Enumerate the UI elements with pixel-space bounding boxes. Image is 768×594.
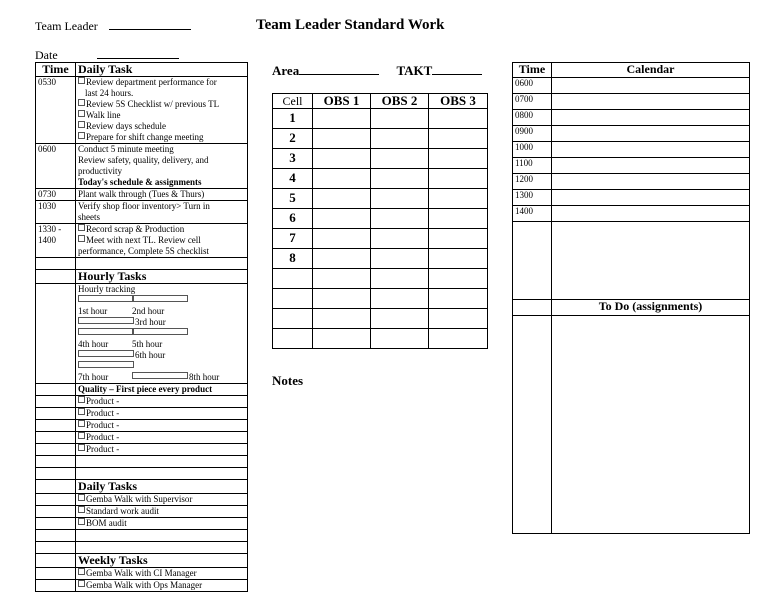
cell-row — [273, 269, 488, 289]
page-title: Team Leader Standard Work — [256, 17, 445, 33]
checkbox-icon[interactable] — [78, 99, 85, 106]
task-line: Review days schedule — [78, 121, 245, 132]
obs-cell[interactable] — [313, 269, 371, 289]
task-line: Review department performance for — [78, 77, 245, 88]
task-cell — [76, 77, 248, 144]
time-header: Time — [36, 63, 76, 77]
task-line: Conduct 5 minute meeting — [78, 144, 174, 154]
calendar-row — [513, 142, 750, 158]
takt-label: TAKT — [396, 63, 433, 78]
checkbox-icon[interactable] — [78, 568, 85, 575]
product-cell: Product - — [76, 432, 248, 444]
cell-number: 7 — [273, 229, 313, 249]
checkbox-icon[interactable] — [78, 77, 85, 84]
table-row — [36, 408, 248, 420]
quality-cell: Quality – First piece every product — [76, 384, 248, 396]
cell-number: 8 — [273, 249, 313, 269]
obs-cell[interactable] — [371, 229, 429, 249]
product-cell: Product - — [76, 420, 248, 432]
obs-cell[interactable] — [313, 149, 371, 169]
calendar-slot[interactable] — [552, 158, 750, 174]
calendar-slot[interactable] — [552, 78, 750, 94]
obs-cell[interactable] — [371, 309, 429, 329]
cell-number: 1 — [273, 109, 313, 129]
table-row — [36, 270, 248, 284]
daily-task-header: Daily Task — [76, 63, 248, 77]
daily-tasks-header: Daily Tasks — [76, 480, 248, 494]
calendar-time: 1300 — [513, 190, 552, 206]
cell-row — [273, 329, 488, 349]
obs-cell[interactable] — [429, 269, 488, 289]
cell-obs-table — [272, 93, 488, 349]
date-label: Date — [35, 48, 58, 62]
obs-cell[interactable] — [429, 129, 488, 149]
obs-cell[interactable] — [371, 169, 429, 189]
obs-cell[interactable] — [313, 329, 371, 349]
area-takt-line — [272, 63, 482, 79]
task-line: Review safety, quality, delivery, and — [78, 155, 209, 165]
cell-number — [273, 329, 313, 349]
obs-cell[interactable] — [429, 189, 488, 209]
obs-cell[interactable] — [313, 249, 371, 269]
cell-number — [273, 289, 313, 309]
cell-row — [273, 149, 488, 169]
task-cell: Standard work audit — [76, 506, 248, 518]
notes-label: Notes — [272, 373, 304, 388]
task-cell — [76, 144, 248, 189]
cell-number: 5 — [273, 189, 313, 209]
cell-row — [273, 189, 488, 209]
checkbox-icon[interactable] — [78, 328, 134, 335]
hourly-tracking-label: Hourly tracking — [78, 284, 136, 294]
checkbox-icon[interactable] — [78, 295, 134, 302]
cell-number: 6 — [273, 209, 313, 229]
checkbox-icon[interactable] — [78, 361, 134, 368]
daily-task-table — [35, 62, 248, 592]
cell-row — [273, 249, 488, 269]
cell-number: 3 — [273, 149, 313, 169]
calendar-slot[interactable] — [552, 142, 750, 158]
cell-row — [273, 169, 488, 189]
table-row — [36, 258, 248, 270]
cell-row — [273, 129, 488, 149]
time-cell: 1030 — [36, 201, 76, 224]
obs-cell[interactable] — [371, 149, 429, 169]
checkbox-icon[interactable] — [78, 317, 134, 324]
table-row — [36, 384, 248, 396]
obs-cell[interactable] — [429, 209, 488, 229]
area-label: Area — [272, 63, 300, 78]
cell-header: Cell — [273, 94, 313, 109]
weekly-tasks-header: Weekly Tasks — [76, 554, 248, 568]
hour-row: 1st hour 2nd hour3rd hour — [78, 295, 245, 328]
product-cell: Product - — [76, 408, 248, 420]
todo-area-row — [513, 316, 750, 534]
cell-row — [273, 109, 488, 129]
team-leader-label: Team Leader — [35, 19, 98, 33]
checkbox-icon[interactable] — [78, 506, 85, 513]
task-line: performance, Complete 5S checklist — [78, 246, 209, 256]
obs-cell[interactable] — [313, 209, 371, 229]
obs-cell[interactable] — [313, 189, 371, 209]
calendar-header: Calendar — [552, 63, 750, 78]
obs-cell[interactable] — [429, 229, 488, 249]
obs-cell[interactable] — [313, 109, 371, 129]
obs-cell[interactable] — [371, 209, 429, 229]
task-cell: BOM audit — [76, 518, 248, 530]
table-row — [36, 284, 248, 384]
task-line: Walk line — [78, 110, 245, 121]
time-cell: 0530 — [36, 77, 76, 144]
task-line: sheets — [78, 212, 100, 222]
calendar-row — [513, 126, 750, 142]
cell-number — [273, 269, 313, 289]
table-row — [36, 189, 248, 201]
checkbox-icon[interactable] — [78, 235, 85, 242]
table-row — [36, 396, 248, 408]
table-row — [36, 542, 248, 554]
checkbox-icon[interactable] — [132, 328, 188, 335]
todo-header: To Do (assignments) — [552, 300, 750, 316]
calendar-time-header: Time — [513, 63, 552, 78]
table-row — [36, 456, 248, 468]
obs-cell[interactable] — [429, 289, 488, 309]
task-cell: Gemba Walk with Ops Manager — [76, 580, 248, 592]
calendar-time: 0800 — [513, 110, 552, 126]
time-cell: 1330 - 1400 — [36, 224, 76, 258]
cell-number — [273, 309, 313, 329]
calendar-row — [513, 78, 750, 94]
obs-cell[interactable] — [313, 309, 371, 329]
cell-row — [273, 289, 488, 309]
task-line: Today's schedule & assignments — [78, 177, 202, 187]
checkbox-icon[interactable] — [78, 408, 85, 415]
calendar-row — [513, 158, 750, 174]
calendar-time: 1400 — [513, 206, 552, 222]
obs-cell[interactable] — [371, 329, 429, 349]
calendar-slot[interactable] — [552, 94, 750, 110]
obs-cell[interactable] — [429, 109, 488, 129]
checkbox-icon[interactable] — [132, 295, 188, 302]
task-cell: Plant walk through (Tues & Thurs) — [76, 189, 248, 201]
table-row — [36, 144, 248, 189]
calendar-row — [513, 206, 750, 222]
task-cell: Gemba Walk with CI Manager — [76, 568, 248, 580]
obs2-header: OBS 2 — [371, 94, 429, 109]
table-row — [36, 420, 248, 432]
calendar-slot[interactable] — [552, 206, 750, 222]
calendar-row — [513, 174, 750, 190]
table-row — [36, 444, 248, 456]
obs-cell[interactable] — [371, 269, 429, 289]
product-cell: Product - — [76, 444, 248, 456]
obs-cell[interactable] — [429, 309, 488, 329]
task-cell — [76, 201, 248, 224]
task-line: Verify shop floor inventory> Turn in — [78, 201, 210, 211]
task-line: last 24 hours. — [85, 88, 134, 98]
date-blank[interactable] — [97, 58, 179, 59]
table-row — [36, 201, 248, 224]
hour-row: 4th hour 5th hour6th hour — [78, 328, 245, 361]
calendar-slot[interactable] — [552, 110, 750, 126]
checkbox-icon[interactable] — [78, 580, 85, 587]
calendar-time: 0700 — [513, 94, 552, 110]
table-row — [36, 468, 248, 480]
checkbox-icon[interactable] — [78, 350, 134, 357]
checkbox-icon[interactable] — [78, 224, 85, 231]
date-field — [35, 48, 179, 63]
checkbox-icon[interactable] — [78, 494, 85, 501]
checkbox-icon[interactable] — [78, 420, 85, 427]
table-row — [36, 224, 248, 258]
time-cell: 0730 — [36, 189, 76, 201]
obs-cell[interactable] — [429, 249, 488, 269]
task-line: Record scrap & Production — [78, 224, 245, 235]
checkbox-icon[interactable] — [78, 518, 85, 525]
hourly-tasks-header: Hourly Tasks — [76, 270, 248, 284]
calendar-time: 0600 — [513, 78, 552, 94]
todo-area[interactable] — [552, 316, 750, 534]
hourly-tracking-cell — [76, 284, 248, 384]
table-row — [36, 580, 248, 592]
checkbox-icon[interactable] — [78, 396, 85, 403]
obs-cell[interactable] — [313, 129, 371, 149]
calendar-table — [512, 62, 750, 534]
cell-row — [273, 209, 488, 229]
obs-cell[interactable] — [371, 129, 429, 149]
table-row — [36, 506, 248, 518]
table-row — [36, 432, 248, 444]
table-row — [36, 568, 248, 580]
obs-cell[interactable] — [371, 109, 429, 129]
obs-cell[interactable] — [429, 149, 488, 169]
obs-cell[interactable] — [429, 329, 488, 349]
table-row — [36, 554, 248, 568]
calendar-row — [513, 110, 750, 126]
calendar-time: 0900 — [513, 126, 552, 142]
table-row — [36, 530, 248, 542]
obs-cell[interactable] — [371, 249, 429, 269]
obs-cell[interactable] — [313, 229, 371, 249]
calendar-time: 1200 — [513, 174, 552, 190]
calendar-time: 1100 — [513, 158, 552, 174]
obs-cell[interactable] — [313, 169, 371, 189]
calendar-row — [513, 94, 750, 110]
checkbox-icon[interactable] — [132, 372, 188, 379]
task-cell: Gemba Walk with Supervisor — [76, 494, 248, 506]
cell-row — [273, 229, 488, 249]
task-line: Prepare for shift change meeting — [78, 132, 245, 143]
table-row — [36, 480, 248, 494]
calendar-slot[interactable] — [552, 174, 750, 190]
obs-cell[interactable] — [429, 169, 488, 189]
calendar-row — [513, 190, 750, 206]
calendar-time: 1000 — [513, 142, 552, 158]
team-leader-field — [35, 21, 191, 32]
table-row — [36, 494, 248, 506]
obs-cell[interactable] — [371, 289, 429, 309]
cell-number: 2 — [273, 129, 313, 149]
task-line: Review 5S Checklist w/ previous TL — [78, 99, 245, 110]
checkbox-icon[interactable] — [78, 132, 85, 139]
obs1-header: OBS 1 — [313, 94, 371, 109]
obs-cell[interactable] — [313, 289, 371, 309]
table-row — [36, 77, 248, 144]
time-cell: 0600 — [36, 144, 76, 189]
task-line: Meet with next TL. Review cell — [78, 235, 245, 246]
obs3-header: OBS 3 — [429, 94, 488, 109]
checkbox-icon[interactable] — [78, 121, 85, 128]
cell-number: 4 — [273, 169, 313, 189]
hour-row: 7th hour 8th hour — [78, 361, 245, 383]
takt-blank[interactable] — [432, 74, 482, 75]
task-line: productivity — [78, 166, 122, 176]
task-cell — [76, 224, 248, 258]
obs-cell[interactable] — [371, 189, 429, 209]
product-cell: Product - — [76, 396, 248, 408]
checkbox-icon[interactable] — [78, 432, 85, 439]
calendar-slot[interactable] — [552, 190, 750, 206]
checkbox-icon[interactable] — [78, 444, 85, 451]
team-leader-blank[interactable] — [109, 29, 191, 30]
checkbox-icon[interactable] — [78, 110, 85, 117]
cell-row — [273, 309, 488, 329]
calendar-spacer-row — [513, 222, 750, 300]
table-row — [36, 518, 248, 530]
area-blank[interactable] — [299, 74, 379, 75]
calendar-slot[interactable] — [552, 126, 750, 142]
